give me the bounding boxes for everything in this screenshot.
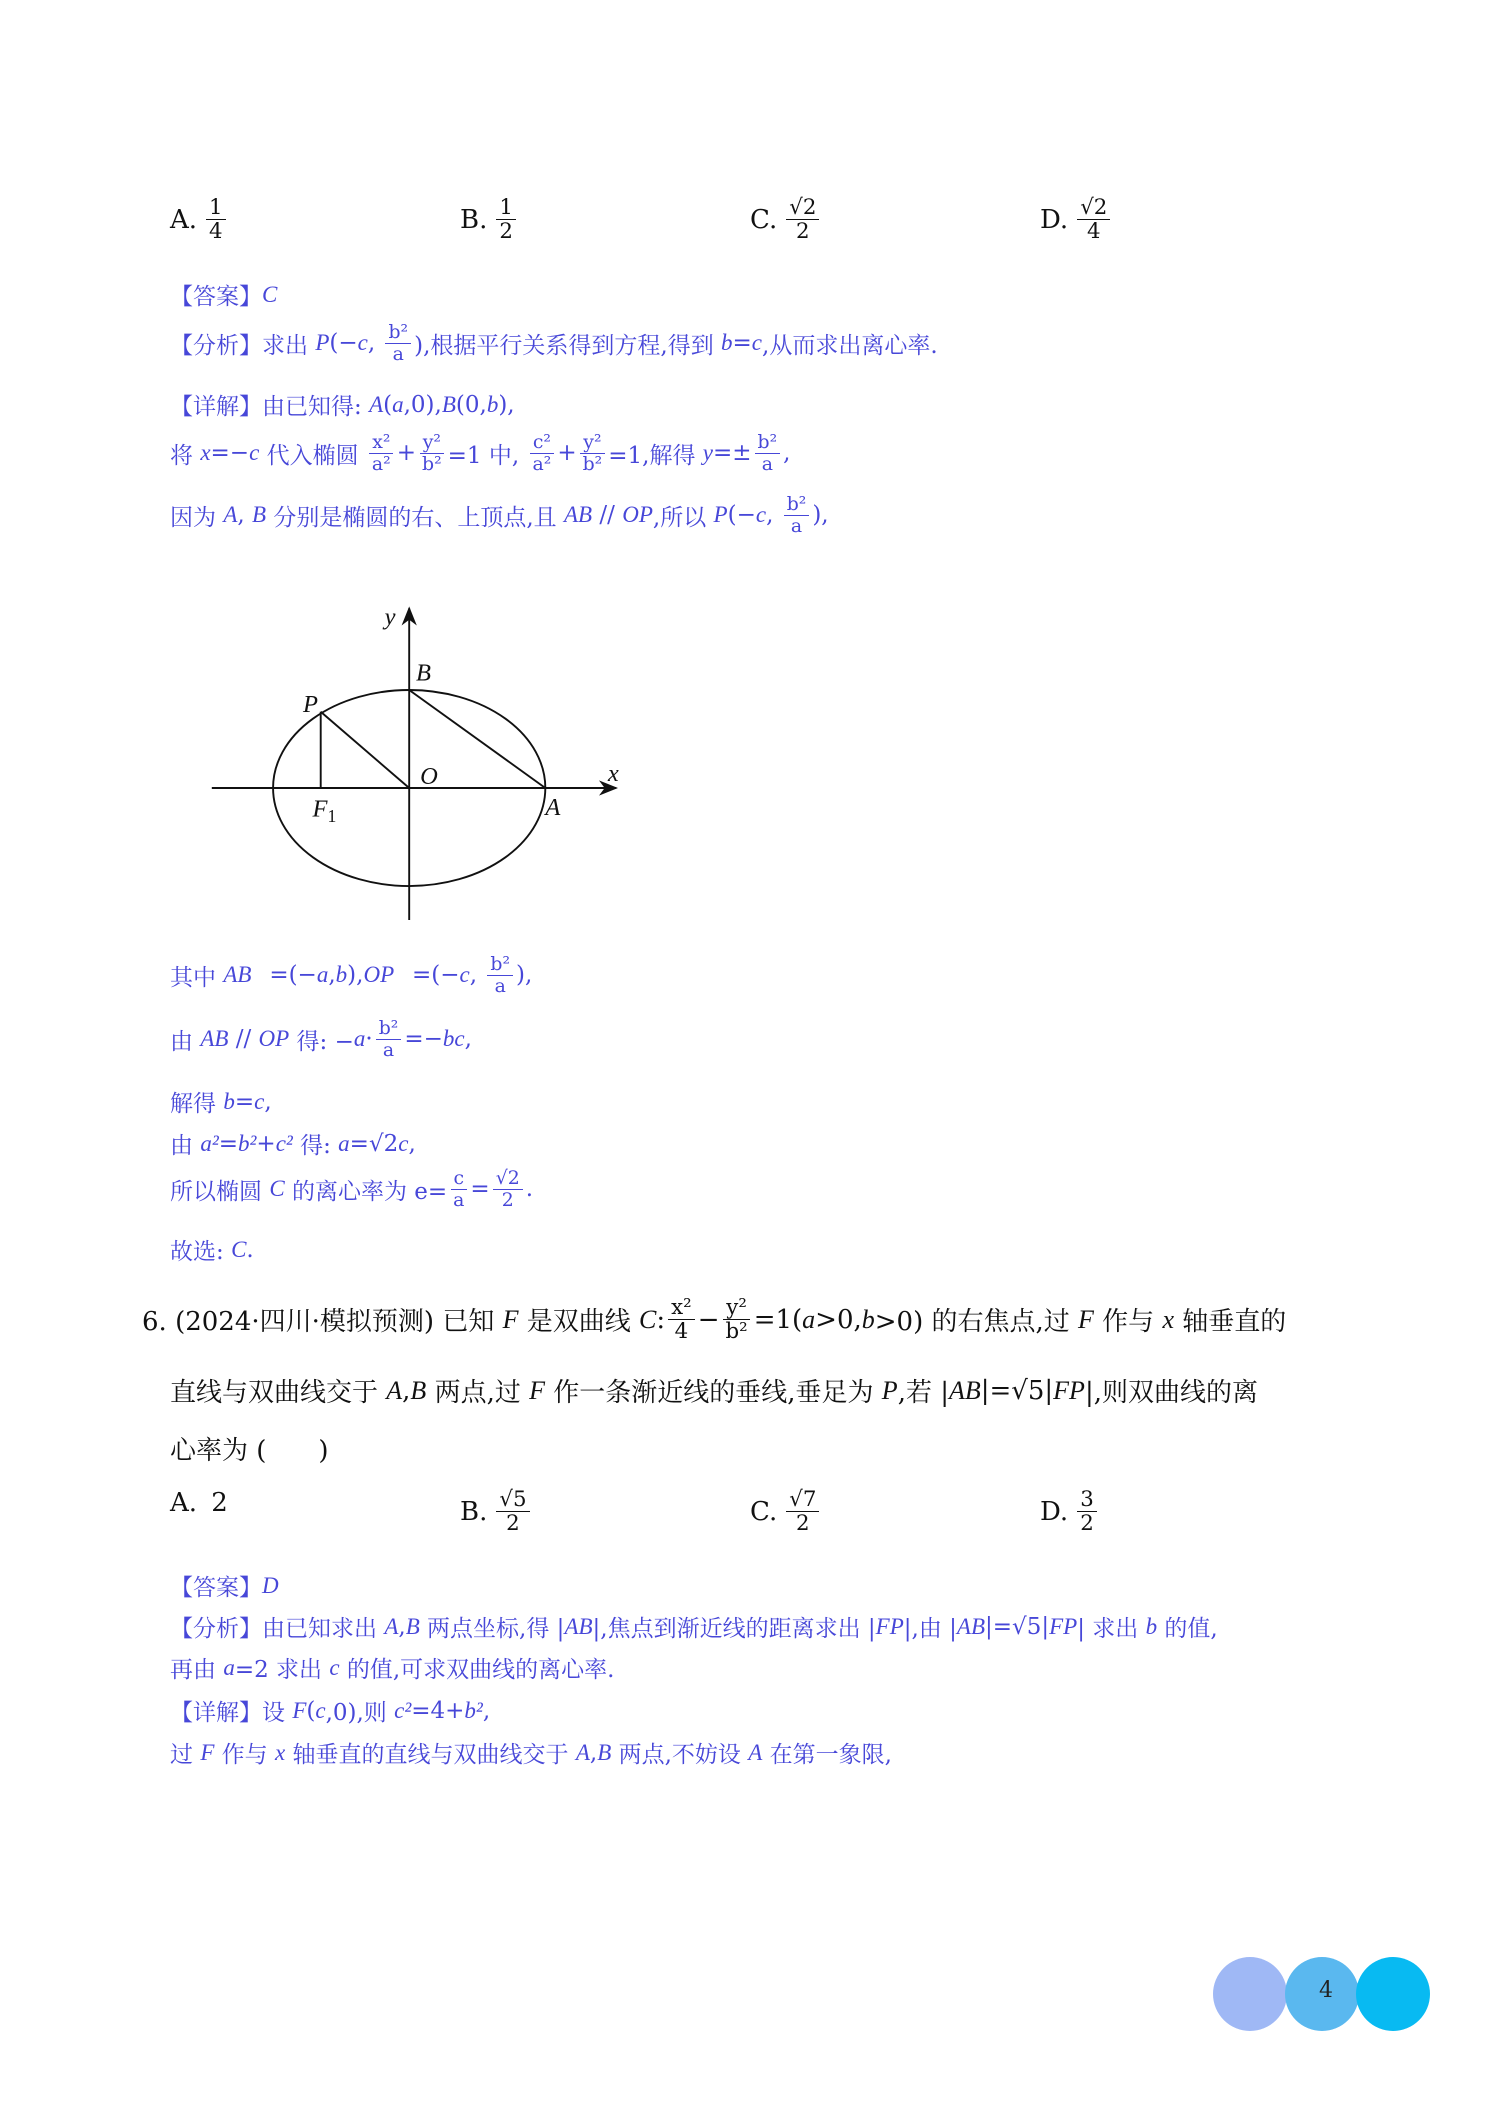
fraction (784, 494, 810, 536)
math-var: C (262, 281, 278, 307)
text-line (170, 388, 515, 421)
fraction-numerator: c² (530, 432, 554, 454)
math-var: AB⃗ (223, 962, 270, 988)
segment-op (321, 712, 409, 788)
fraction (450, 1168, 467, 1210)
label-x: x (607, 760, 619, 788)
math-var: a (802, 1304, 816, 1334)
fraction (493, 1168, 523, 1210)
math-var: D (262, 1572, 279, 1598)
text-run: 作一条渐近线的垂线,垂足为 (545, 1378, 882, 1408)
fraction-numerator: √2 (1077, 196, 1110, 220)
fraction (385, 322, 411, 364)
text-run: ,若 | (897, 1378, 949, 1408)
text-run: 所以椭圆 (170, 1178, 270, 1205)
fraction-numerator: y² (723, 1296, 750, 1320)
fraction (496, 1488, 529, 1536)
text-run: 由 (170, 1133, 201, 1159)
math-var: c (357, 330, 368, 356)
option-a (170, 1488, 228, 1518)
fraction-denominator: 2 (506, 1511, 520, 1537)
text-run: 的值,可求双曲线的离心率. (339, 1657, 615, 1683)
option-c (750, 1488, 822, 1536)
text-run: 的离心率为 e= (284, 1178, 448, 1205)
text-run: 得: (292, 1133, 339, 1159)
math-var: A (386, 1375, 403, 1405)
text-run: . (246, 1236, 254, 1263)
math-var: FP (1049, 1613, 1078, 1639)
section-heading-text: 【答案】 (170, 1575, 262, 1601)
math-var: c (751, 330, 763, 356)
math-var: a (392, 391, 404, 417)
math-var: a (316, 962, 329, 988)
fraction-numerator: y² (420, 432, 444, 454)
fraction-denominator: 2 (796, 219, 810, 245)
fraction-denominator: a (790, 514, 803, 537)
math-var: AB (956, 1613, 986, 1639)
text-run: 由 (170, 1028, 201, 1055)
text-run: − (697, 1304, 720, 1335)
label-f1-sub: 1 (327, 806, 337, 827)
text-run: // (228, 1026, 259, 1053)
text-run: |=√5| (985, 1613, 1050, 1640)
section-heading-text: 【详解】由已知得: (170, 394, 370, 420)
text-run: 6. (2024·四川·模拟预测) 已知 (142, 1307, 503, 1338)
text-run: , (464, 1026, 472, 1053)
fraction (1077, 1488, 1097, 1536)
fraction-numerator: b² (385, 322, 411, 344)
fraction-numerator: √5 (496, 1488, 529, 1512)
text-line (142, 1296, 1286, 1344)
text-run: =1,解得 (608, 442, 703, 469)
text-run: = (234, 1088, 255, 1115)
text-run: | 求出 (1077, 1616, 1146, 1642)
math-var: x (1162, 1304, 1174, 1334)
fraction-numerator: 1 (206, 196, 226, 220)
text-run: =− (210, 440, 250, 467)
section-heading-text: 【分析】由已知求出 (170, 1616, 385, 1642)
option-label: D. (1040, 204, 1069, 235)
text-run: ,0),则 (325, 1700, 395, 1726)
text-run: , (783, 440, 791, 467)
text-run: 代入椭圆 (259, 442, 366, 469)
math-var: C (639, 1304, 657, 1334)
fraction-denominator: 4 (209, 219, 223, 245)
text-run: =− (404, 1026, 443, 1053)
text-run: , (264, 1088, 272, 1115)
math-var: c (254, 1088, 265, 1114)
text-run: ), (812, 502, 829, 529)
math-var: b (861, 1304, 875, 1334)
option-label: A. (170, 1488, 198, 1518)
text-run: ( (306, 1697, 316, 1724)
math-var: b (1145, 1613, 1158, 1639)
text-run: + (557, 440, 577, 467)
fraction-numerator: 1 (496, 196, 516, 220)
math-var: C (231, 1236, 247, 1262)
label-a: A (545, 794, 561, 822)
math-var: c (315, 1697, 326, 1723)
text-run: ,0), (403, 391, 442, 418)
math-var: F (502, 1304, 519, 1334)
fraction-numerator: x² (668, 1296, 695, 1320)
text-run: (− (727, 502, 756, 529)
option-label: B. (460, 204, 488, 235)
math-var: a (223, 1654, 235, 1680)
text-run: =√2 (349, 1130, 399, 1157)
math-var: a (338, 1130, 350, 1156)
text-run: 是双曲线 (518, 1307, 640, 1338)
text-run: |,由 | (903, 1616, 957, 1642)
text-run: 两点,不妨设 (611, 1742, 749, 1768)
math-var: B (410, 1375, 427, 1405)
label-f1-main: F (312, 795, 328, 823)
fraction (487, 954, 513, 996)
text-run: , (589, 1739, 598, 1766)
text-run: + (256, 1130, 276, 1157)
fraction (376, 1018, 402, 1060)
math-var: A (575, 1739, 590, 1765)
text-run: 再由 (170, 1657, 224, 1683)
fraction-numerator: c (451, 1168, 468, 1190)
text-line (170, 322, 938, 364)
page-circle-left (1213, 1957, 1287, 2031)
fraction (1077, 196, 1110, 244)
text-line (170, 1569, 279, 1602)
fraction (786, 1488, 819, 1536)
text-run: , (367, 330, 383, 357)
text-line (170, 1018, 472, 1060)
fraction-denominator: 2 (499, 219, 513, 245)
math-var: a (353, 1026, 366, 1052)
text-run: , (398, 1613, 406, 1640)
math-var: OP⃗ (363, 962, 413, 988)
text-run: |,焦点到渐近线的距离求出 | (592, 1616, 876, 1642)
fraction-numerator: √2 (786, 196, 819, 220)
text-run: =(− (269, 962, 317, 989)
fraction-denominator: 2 (501, 1188, 514, 1211)
math-var: A (748, 1739, 763, 1765)
math-var: AB (948, 1375, 981, 1405)
text-run: . (525, 1176, 534, 1203)
math-var: B (597, 1739, 612, 1765)
text-run: + (396, 440, 417, 467)
fraction-denominator: 4 (1086, 219, 1101, 245)
math-var: A (223, 502, 238, 528)
fraction-denominator: b² (582, 452, 603, 475)
fraction-denominator: 2 (796, 1511, 810, 1537)
fraction-numerator: x² (369, 432, 393, 454)
text-run: 故选: (170, 1239, 232, 1265)
math-var: c² (394, 1697, 412, 1723)
text-run: 因为 (170, 504, 224, 531)
text-line (170, 1127, 416, 1160)
fraction (668, 1296, 695, 1344)
fraction-numerator: b² (376, 1018, 402, 1040)
math-var: c² (275, 1130, 293, 1156)
text-run: 其中 (170, 964, 224, 991)
text-line (170, 278, 277, 311)
math-var: A (369, 391, 384, 417)
text-run: 解得 (170, 1091, 224, 1117)
math-var: c (459, 962, 470, 988)
text-run: 的值, (1157, 1616, 1218, 1642)
fraction-denominator: 2 (1080, 1511, 1094, 1537)
text-run: 心率为 ( ) (170, 1436, 329, 1466)
text-run: 两点坐标,得 | (419, 1616, 565, 1642)
math-var: B (441, 391, 456, 417)
text-run: , (766, 502, 781, 529)
fraction (723, 1296, 751, 1344)
math-var: x (200, 440, 211, 466)
text-run: = (732, 330, 752, 357)
text-run: , (237, 502, 252, 529)
text-run: 分别是椭圆的右、上顶点,且 (266, 504, 564, 531)
text-run: ), (347, 962, 364, 989)
text-run: 得: − (289, 1028, 354, 1055)
math-var: F (1078, 1304, 1094, 1334)
text-run: 直线与双曲线交于 (170, 1378, 387, 1408)
math-var: A (384, 1613, 399, 1639)
text-run: =± (712, 440, 752, 467)
text-run: 2 (203, 1488, 228, 1518)
section-heading-text: 【答案】 (170, 284, 262, 310)
section-heading-text: 【详解】设 (170, 1700, 293, 1726)
fraction-numerator: b² (755, 432, 781, 454)
option-b (460, 1488, 533, 1536)
fraction (496, 196, 516, 244)
math-var: B (252, 502, 267, 528)
text-run: =(− (412, 962, 460, 989)
math-var: P (881, 1375, 898, 1405)
fraction (530, 432, 555, 474)
section-heading-text: 【分析】求出 (170, 332, 316, 359)
text-run: = (470, 1176, 490, 1203)
fraction-numerator: √7 (786, 1488, 819, 1512)
text-run: |,则双曲线的离 (1084, 1378, 1258, 1408)
ellipse-figure (205, 600, 627, 927)
fraction-numerator: b² (487, 954, 513, 976)
text-run: // (592, 502, 623, 529)
math-var: b (223, 1088, 235, 1114)
text-run: , (482, 1697, 491, 1724)
text-run: >0, (815, 1304, 862, 1335)
fraction-denominator: a (392, 342, 404, 365)
text-run: 作与 (1093, 1307, 1163, 1338)
math-var: b (486, 391, 499, 417)
option-label: D. (1040, 1496, 1069, 1527)
option-d (1040, 1488, 1100, 1536)
text-run: 作与 (214, 1742, 275, 1768)
text-run: =2 求出 (234, 1657, 330, 1683)
text-run: ( (383, 391, 393, 418)
text-line (170, 1694, 490, 1727)
text-line (170, 1430, 329, 1467)
math-var: F (200, 1739, 215, 1765)
fraction (369, 432, 394, 474)
math-var: OP (258, 1026, 290, 1052)
text-line (170, 1168, 533, 1210)
math-var: b (335, 962, 348, 988)
fraction-numerator: b² (784, 494, 810, 516)
math-var: P (713, 502, 728, 528)
text-line (170, 1085, 272, 1118)
math-var: P (315, 330, 330, 356)
text-line (170, 1736, 892, 1769)
fraction-denominator: 4 (674, 1319, 689, 1345)
math-var: AB (200, 1026, 229, 1052)
text-line (170, 1610, 1218, 1643)
option-d (1040, 196, 1113, 244)
fraction (755, 432, 781, 474)
text-run: ),根据平行关系得到方程,得到 (414, 332, 722, 359)
page-number: 4 (1319, 1978, 1333, 2003)
math-var: FP (1053, 1375, 1085, 1405)
text-run: =1( (753, 1304, 803, 1335)
fraction-denominator: a (382, 1038, 395, 1061)
fraction (580, 432, 606, 474)
text-run: 在第一象限, (762, 1742, 892, 1768)
fraction-denominator: a² (371, 452, 391, 475)
option-label: A. (170, 204, 198, 235)
text-line (170, 1651, 615, 1684)
fraction-numerator: y² (580, 432, 604, 454)
text-run: 两点,过 (426, 1378, 530, 1408)
fraction-numerator: 3 (1077, 1488, 1097, 1512)
text-run: =4+ (411, 1697, 465, 1724)
text-run: , (402, 1375, 411, 1406)
label-y: y (384, 603, 396, 631)
text-line (170, 1372, 1258, 1409)
fraction-denominator: a (453, 1188, 465, 1211)
math-var: y (702, 440, 713, 466)
text-line (170, 494, 829, 536)
fraction (206, 196, 226, 244)
text-line (170, 1233, 254, 1266)
text-run: (0, (455, 391, 487, 418)
text-run: =1 中, (447, 442, 527, 469)
math-var: OP (622, 502, 653, 528)
option-c (750, 196, 822, 244)
label-b: B (416, 659, 431, 687)
label-o: O (420, 762, 438, 790)
text-run: ,从而求出离心率. (762, 332, 938, 359)
math-var: F (529, 1375, 545, 1405)
option-b (460, 196, 519, 244)
text-run: ), (498, 391, 515, 418)
math-var: AB (564, 1613, 593, 1639)
page-circle-right (1356, 1957, 1430, 2031)
text-run: ,所以 (652, 504, 714, 531)
math-var: FP (875, 1613, 904, 1639)
option-label: C. (750, 1496, 778, 1527)
math-var: c (398, 1130, 409, 1156)
text-run: |=√5| (980, 1375, 1054, 1406)
math-var: b (721, 330, 733, 356)
text-run: = (218, 1130, 238, 1157)
fraction-numerator: √2 (493, 1168, 523, 1190)
option-label: C. (750, 204, 778, 235)
fraction-denominator: b² (422, 452, 442, 475)
math-var: c (755, 502, 767, 528)
math-var: b² (238, 1130, 257, 1156)
fraction (419, 432, 445, 474)
math-var: c (249, 440, 260, 466)
fraction-denominator: a² (532, 452, 552, 475)
math-var: x (275, 1739, 286, 1765)
text-run: 轴垂直的 (1174, 1307, 1287, 1338)
math-var: bc (442, 1026, 465, 1052)
math-var: AB (564, 502, 593, 528)
option-label: B. (460, 1496, 488, 1527)
text-run: 将 (170, 442, 201, 469)
text-run: , (469, 962, 485, 989)
math-var: b² (464, 1697, 483, 1723)
label-p: P (303, 690, 318, 718)
text-run: : (656, 1304, 666, 1335)
math-var: c (329, 1654, 340, 1680)
fraction (786, 196, 819, 244)
text-line (170, 432, 790, 474)
text-run: (− (329, 330, 358, 357)
math-var: a² (200, 1130, 219, 1156)
label-f1 (312, 796, 337, 826)
text-run: · (365, 1026, 373, 1053)
text-run: >0) 的右焦点,过 (874, 1307, 1079, 1338)
text-line (170, 954, 532, 996)
text-run: , (328, 962, 336, 989)
math-var: C (269, 1176, 285, 1202)
option-a (170, 196, 229, 244)
fraction-denominator: b² (725, 1319, 748, 1345)
fraction-denominator: a (761, 452, 773, 475)
text-run: , (408, 1130, 416, 1157)
math-var: B (405, 1613, 420, 1639)
math-var: F (292, 1697, 307, 1723)
fraction-denominator: a (494, 974, 506, 997)
text-run: ), (516, 962, 533, 989)
text-run: 过 (170, 1742, 201, 1768)
text-run: 轴垂直的直线与双曲线交于 (285, 1742, 576, 1768)
